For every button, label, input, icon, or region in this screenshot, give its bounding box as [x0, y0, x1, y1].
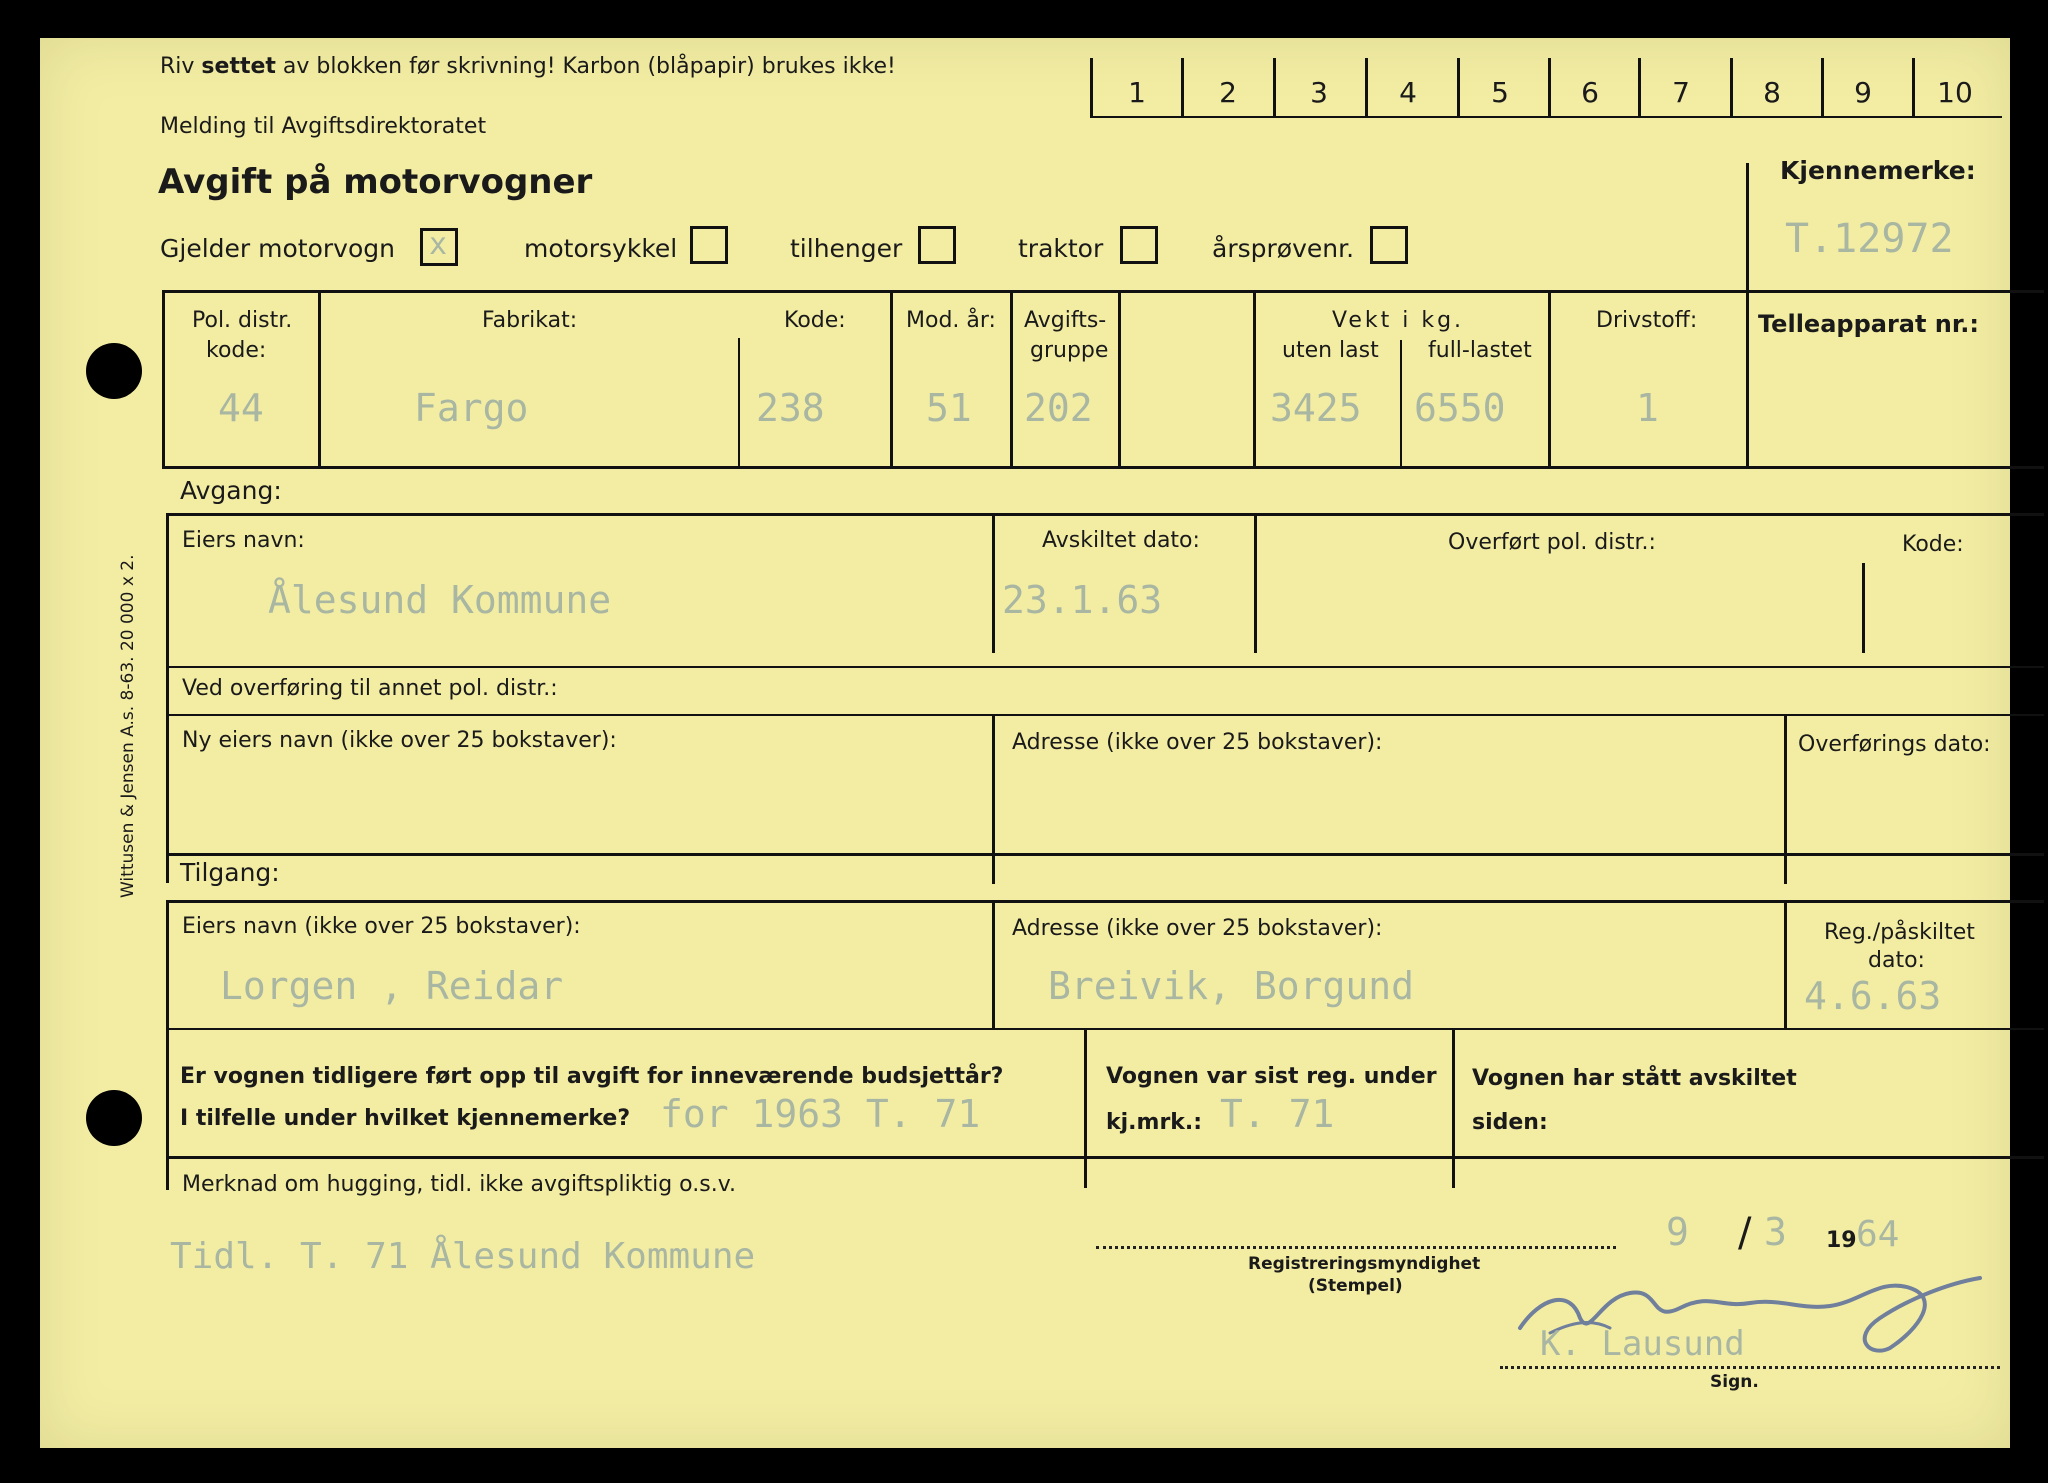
traktor-label: traktor	[1018, 234, 1104, 263]
punch-hole-top	[86, 343, 142, 399]
avgang-divider	[1862, 563, 1865, 653]
avskiltet-dato-value: 23.1.63	[1002, 578, 1163, 622]
tilgang-divider	[1452, 1028, 1455, 1188]
column-number: 2	[1219, 76, 1237, 109]
column-number: 8	[1763, 76, 1781, 109]
number-divider	[1730, 58, 1733, 118]
tilhenger-label: tilhenger	[790, 234, 903, 263]
gruppe-label: gruppe	[1030, 338, 1109, 363]
avskiltet-siden-label: Vognen har stått avskiltet	[1472, 1066, 1797, 1091]
date-day: 9	[1666, 1210, 1689, 1254]
arsprovenr-label: årsprøvenr.	[1212, 234, 1355, 263]
pol-kode-label: kode:	[206, 338, 267, 363]
column-number: 1	[1128, 76, 1146, 109]
kjennemerke-value: T.12972	[1785, 216, 1954, 262]
sist-reg-kjmrk-label: kj.mrk.:	[1106, 1110, 1203, 1135]
avgang-divider	[992, 714, 995, 884]
sist-reg-value: T. 71	[1220, 1092, 1335, 1136]
avgifts-label: Avgifts-	[1024, 308, 1107, 333]
tilgang-box-bottom	[166, 1156, 2044, 1159]
column-number: 5	[1491, 76, 1509, 109]
sign-label: Sign.	[1710, 1372, 1759, 1392]
tilgang-eiers-navn-label: Eiers navn (ikke over 25 bokstaver):	[182, 914, 581, 939]
date-year: 64	[1856, 1214, 1900, 1255]
motorvogn-checkbox[interactable]	[420, 228, 458, 266]
column-number: 10	[1937, 76, 1973, 109]
punch-hole-bottom	[86, 1090, 142, 1146]
avgang-divider	[992, 513, 995, 653]
tilgang-eiers-navn-value: Lorgen , Reidar	[220, 964, 564, 1008]
number-row-baseline	[1090, 116, 2002, 118]
merknad-label: Merknad om hugging, tidl. ikke avgiftspliktig o.s.v.	[182, 1172, 737, 1197]
merknad-value: Tidl. T. 71 Ålesund Kommune	[170, 1236, 756, 1277]
full-lastet-label: full-lastet	[1428, 338, 1532, 363]
number-divider	[1090, 58, 1093, 118]
number-divider	[1821, 58, 1824, 118]
signature-line	[1500, 1366, 2000, 1369]
reg-dato-label: dato:	[1868, 948, 1925, 973]
number-divider	[1548, 58, 1551, 118]
column-number: 7	[1672, 76, 1690, 109]
printer-imprint: Wittusen & Jensen A.s. 8-63. 20 000 x 2.	[118, 554, 138, 898]
motorsykkel-label: motorsykkel	[524, 234, 678, 263]
number-divider	[1273, 58, 1276, 118]
tilgang-divider	[992, 900, 995, 1030]
col-divider	[1010, 290, 1013, 468]
prior-question-1: Er vognen tidligere ført opp til avgift for inneværende budsjettår?	[180, 1064, 1004, 1089]
kode-label: Kode:	[784, 308, 846, 333]
col-divider	[738, 338, 740, 468]
tilgang-adresse-value: Breivik, Borgund	[1048, 964, 1415, 1008]
avgang-eiers-navn-value: Ålesund Kommune	[268, 578, 612, 622]
uten-last-value: 3425	[1270, 386, 1362, 430]
column-number: 3	[1310, 76, 1328, 109]
arsprovenr-checkbox[interactable]	[1370, 226, 1408, 264]
registrering-label: Registreringsmyndighet	[1248, 1254, 1481, 1274]
col-divider	[1253, 290, 1256, 468]
tilgang-adresse-label: Adresse (ikke over 25 bokstaver):	[1012, 916, 1383, 941]
avskiltet-dato-label: Avskiltet dato:	[1042, 528, 1200, 553]
col-divider	[318, 290, 321, 468]
applies-to-label: Gjelder motorvogn	[160, 234, 395, 263]
avgang-adresse-label: Adresse (ikke over 25 bokstaver):	[1012, 730, 1383, 755]
overfort-pol-distr-label: Overført pol. distr.:	[1448, 530, 1656, 555]
telleapparat-label: Telleapparat nr.:	[1758, 310, 1980, 338]
traktor-checkbox[interactable]	[1120, 226, 1158, 264]
form-card	[40, 38, 2010, 1448]
vehicle-table-left	[162, 290, 165, 468]
mod-ar-value: 51	[926, 386, 972, 430]
number-divider	[1181, 58, 1184, 118]
avgang-row-line	[166, 714, 2044, 716]
col-divider	[1548, 290, 1551, 468]
number-divider	[1457, 58, 1460, 118]
number-divider	[1912, 58, 1915, 118]
tilhenger-checkbox[interactable]	[918, 226, 956, 264]
full-lastet-value: 6550	[1414, 386, 1506, 430]
column-number: 4	[1399, 76, 1417, 109]
date-month: 3	[1764, 1210, 1787, 1254]
col-divider	[1746, 290, 1749, 468]
fabrikat-label: Fabrikat:	[482, 308, 578, 333]
mod-ar-label: Mod. år:	[906, 308, 996, 333]
tilgang-row-line	[166, 1028, 2044, 1030]
number-divider	[1638, 58, 1641, 118]
avgang-box-left	[166, 513, 169, 883]
prior-answer: for 1963 T. 71	[660, 1092, 981, 1136]
avgang-box-top	[166, 513, 2044, 516]
vekt-label: Vekt i kg.	[1332, 308, 1465, 333]
avgiftsgruppe-value: 202	[1024, 386, 1093, 430]
date-year-prefix: 19	[1826, 1228, 1857, 1253]
checkbox-mark: x	[429, 227, 448, 262]
column-number: 9	[1854, 76, 1872, 109]
tilgang-heading: Tilgang:	[180, 858, 280, 887]
avgang-divider	[1254, 513, 1257, 653]
vehicle-table-top	[162, 290, 2044, 293]
ny-eier-label: Ny eiers navn (ikke over 25 bokstaver):	[182, 728, 617, 753]
avgang-eiers-navn-label: Eiers navn:	[182, 528, 305, 553]
vehicle-table-bottom	[162, 466, 2044, 469]
pol-distr-label: Pol. distr.	[192, 308, 293, 333]
stempel-label: (Stempel)	[1308, 1276, 1403, 1296]
drivstoff-value: 1	[1636, 386, 1659, 430]
kjennemerke-label: Kjennemerke:	[1780, 156, 1976, 185]
sist-reg-label: Vognen var sist reg. under	[1106, 1064, 1437, 1089]
drivstoff-label: Drivstoff:	[1596, 308, 1698, 333]
kode-value: 238	[756, 386, 825, 430]
ved-overforing-label: Ved overføring til annet pol. distr.:	[182, 676, 558, 701]
avgang-box-bottom	[166, 853, 2044, 856]
uten-last-label: uten last	[1282, 338, 1379, 363]
reg-paskiltet-label: Reg./påskiltet	[1824, 920, 1975, 945]
avskiltet-siden-label-2: siden:	[1472, 1110, 1548, 1135]
reg-dato-value: 4.6.63	[1804, 974, 1942, 1018]
col-divider	[1118, 290, 1121, 468]
instruction-text: Riv settet av blokken før skrivning! Karbon (blåpapir) brukes ikke!	[160, 54, 896, 79]
avgang-row-line	[166, 666, 2044, 668]
avgang-divider	[1784, 714, 1787, 884]
motorsykkel-checkbox[interactable]	[690, 226, 728, 264]
col-divider	[1400, 340, 1402, 468]
tilgang-box-top	[166, 900, 2044, 903]
tilgang-divider	[1784, 900, 1787, 1030]
tilgang-box-left	[166, 900, 169, 1190]
number-divider	[1365, 58, 1368, 118]
avgang-heading: Avgang:	[180, 476, 282, 505]
tilgang-divider	[1084, 1028, 1087, 1188]
prior-question-2: I tilfelle under hvilket kjennemerke?	[180, 1106, 631, 1131]
column-number: 6	[1581, 76, 1599, 109]
date-slash: /	[1738, 1210, 1752, 1256]
col-divider	[890, 290, 893, 468]
fabrikat-value: Fargo	[414, 386, 529, 430]
overfort-kode-label: Kode:	[1902, 532, 1964, 557]
overforings-dato-label: Overførings dato:	[1798, 732, 1991, 757]
form-title: Avgift på motorvogner	[158, 162, 593, 202]
pol-distr-value: 44	[218, 386, 264, 430]
recipient-text: Melding til Avgiftsdirektoratet	[160, 114, 487, 139]
signer-name: K. Lausund	[1540, 1324, 1745, 1364]
